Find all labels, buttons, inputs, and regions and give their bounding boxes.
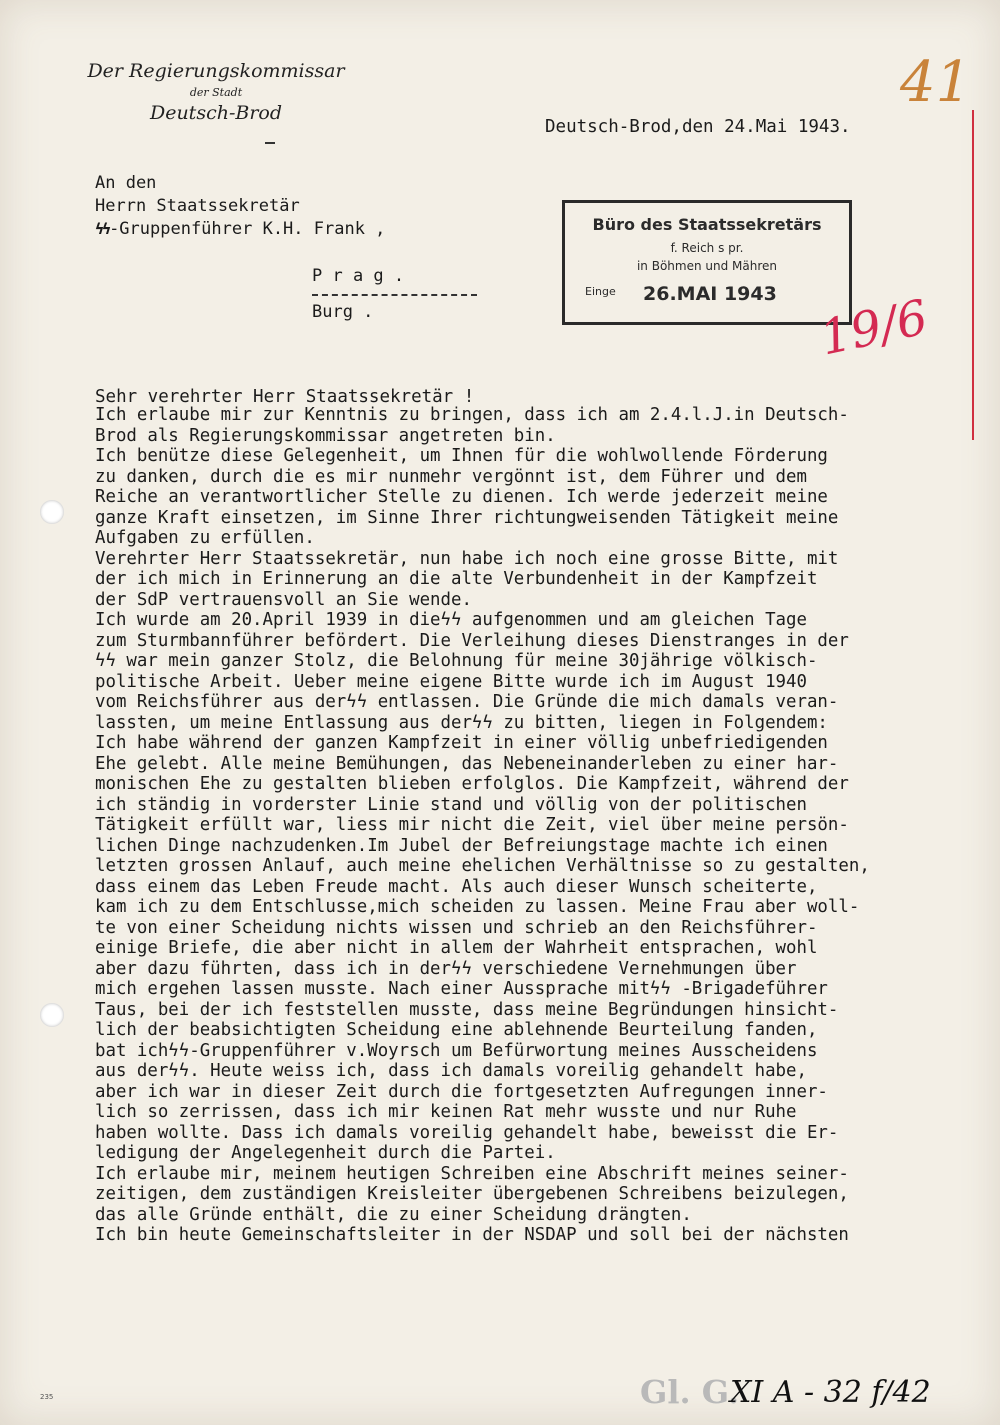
body-line: zeitigen, dem zuständigen Kreisleiter übergebenen Schreibens beizulegen, bbox=[95, 1184, 849, 1204]
body-line: lassten, um meine Entlassung aus derϟϟ zu bitten, liegen in Folgendem: bbox=[95, 712, 828, 733]
body-line: Ich habe während der ganzen Kampfzeit in einer völlig unbefriedigenden bbox=[95, 733, 828, 753]
punch-hole-bottom bbox=[40, 1003, 64, 1027]
body-line: te von einer Scheidung nichts wissen und schrieb an den Reichsführer- bbox=[95, 917, 818, 938]
address-recipient: -Gruppenführer K.H. Frank , bbox=[109, 219, 386, 239]
letterhead-title: Der Regierungskommissar bbox=[87, 60, 345, 82]
body-line: lichen Dinge nachzudenken.Im Jubel der Befreiungstage machte ich einen bbox=[95, 835, 828, 856]
letterhead-subtitle: der Stadt bbox=[189, 86, 243, 99]
body-line: haben wollte. Dass ich damals voreilig gehandelt habe, beweisst die Er- bbox=[95, 1122, 839, 1143]
body-line: dass einem das Leben Freude macht. Als auch dieser Wunsch scheiterte, bbox=[95, 876, 818, 897]
file-reference: XI A - 32 f/42 bbox=[730, 1375, 931, 1410]
body-line: Ich benütze diese Gelegenheit, um Ihnen für die wohlwollende Förderung bbox=[95, 446, 828, 466]
body-line: Taus, bei der ich feststellen musste, dass meine Begründungen hinsicht- bbox=[95, 999, 839, 1020]
body-line: aber dazu führten, dass ich in derϟϟ verschiedene Vernehmungen über bbox=[95, 958, 797, 979]
body-line: aus derϟϟ. Heute weiss ich, dass ich damals voreilig gehandelt habe, bbox=[95, 1061, 807, 1081]
address-line-1: An den bbox=[95, 173, 157, 193]
body-line: Verehrter Herr Staatssekretär, nun habe ich noch eine grosse Bitte, mit bbox=[95, 548, 839, 569]
body-line: der ich mich in Erinnerung an die alte Verbundenheit in der Kampfzeit bbox=[95, 569, 818, 589]
body-line: Ich erlaube mir zur Kenntnis zu bringen, dass ich am 2.4.l.J.in Deutsch- bbox=[95, 405, 849, 425]
body-line: Brod als Regierungskommissar angetreten bin. bbox=[95, 425, 556, 446]
body-line: letzten grossen Anlauf, auch meine ehelichen Verhältnisse so zu gestalten, bbox=[95, 856, 870, 876]
letter-date: Deutsch-Brod,den 24.Mai 1943. bbox=[545, 117, 851, 137]
body-line: lich so zerrissen, dass ich mir keinen Rat mehr wusste und nur Ruhe bbox=[95, 1102, 797, 1122]
stamp-date: 26.MAI 1943 bbox=[643, 283, 777, 305]
page-tiny-number: 235 bbox=[40, 1393, 54, 1401]
body-line: bat ichϟϟ-Gruppenführer v.Woyrsch um Befürwortung meines Ausscheidens bbox=[95, 1040, 818, 1061]
body-line: ganze Kraft einsetzen, im Sinne Ihrer richtungweisenden Tätigkeit meine bbox=[95, 507, 839, 528]
body-line: zu danken, durch die es mir nunmehr vergönnt ist, dem Führer und dem bbox=[95, 466, 807, 487]
body-line: Tätigkeit erfüllt war, liess mir nicht die Zeit, viel über meine persön- bbox=[95, 815, 849, 835]
footer-faint-stamp: Gl. G. bbox=[640, 1373, 740, 1411]
body-line: aber ich war in dieser Zeit durch die fortgesetzten Aufregungen inner- bbox=[95, 1081, 828, 1102]
address-line-3 bbox=[95, 219, 385, 239]
letterhead-dash bbox=[265, 142, 275, 144]
stamp-region: in Böhmen und Mähren bbox=[636, 259, 778, 273]
body-line: Ehe gelebt. Alle meine Bemühungen, das Nebeneinanderleben zu einer har- bbox=[95, 753, 839, 774]
body-line: Ich erlaube mir, meinem heutigen Schreiben eine Abschrift meines seiner- bbox=[95, 1163, 849, 1184]
body-line: lich der beabsichtigten Scheidung eine ablehnende Beurteilung fanden, bbox=[95, 1020, 818, 1040]
red-handwritten-mark: 19/6 bbox=[815, 289, 933, 367]
body-line: ich ständig in vorderster Linie stand und völlig von der politischen bbox=[95, 794, 807, 815]
address-line-2: Herrn Staatssekretär bbox=[95, 196, 300, 216]
stamp-received-label: Einge bbox=[585, 285, 616, 298]
body-line: ledigung der Angelegenheit durch die Partei. bbox=[95, 1143, 556, 1163]
address-underline bbox=[312, 294, 477, 296]
red-margin-line bbox=[972, 110, 974, 440]
body-line: Ich bin heute Gemeinschaftsleiter in der NSDAP und soll bei der nächsten bbox=[95, 1225, 849, 1245]
body-line: Aufgaben zu erfüllen. bbox=[95, 528, 315, 548]
stamp-subline: f. Reich s pr. bbox=[670, 241, 744, 255]
body-line: monischen Ehe zu gestalten blieben erfolglos. Die Kampfzeit, während der bbox=[95, 774, 849, 794]
body-line: einige Briefe, die aber nicht in allem der Wahrheit entsprachen, wohl bbox=[95, 938, 818, 958]
body-line: das alle Gründe enthält, die zu einer Scheidung drängten. bbox=[95, 1204, 692, 1225]
letter-body bbox=[95, 405, 985, 1246]
ss-rune-glyph: ϟϟ bbox=[95, 220, 110, 238]
body-line: Ich wurde am 20.April 1939 in dieϟϟ aufgenommen und am gleichen Tage bbox=[95, 610, 807, 630]
body-line: Reiche an verantwortlicher Stelle zu dienen. Ich werde jederzeit meine bbox=[95, 487, 828, 507]
punch-hole-top bbox=[40, 500, 64, 524]
body-line: vom Reichsführer aus derϟϟ entlassen. Die Gründe die mich damals veran- bbox=[95, 692, 839, 712]
receipt-stamp bbox=[562, 200, 852, 325]
folio-number: 41 bbox=[900, 50, 972, 115]
letterhead-city: Deutsch-Brod bbox=[149, 102, 283, 124]
body-line: kam ich zu dem Entschlusse,mich scheiden zu lassen. Meine Frau aber woll- bbox=[95, 897, 860, 917]
body-line: zum Sturmbannführer befördert. Die Verleihung dieses Dienstranges in der bbox=[95, 630, 849, 651]
salutation: Sehr verehrter Herr Staatssekretär ! bbox=[95, 387, 475, 407]
stamp-office: Büro des Staatssekretärs bbox=[592, 215, 822, 234]
body-line: ϟϟ war mein ganzer Stolz, die Belohnung für meine 30jährige völkisch- bbox=[95, 651, 818, 671]
address-city: P r a g . bbox=[312, 266, 405, 286]
body-line: der SdP vertrauensvoll an Sie wende. bbox=[95, 589, 472, 610]
body-line: mich ergehen lassen musste. Nach einer Aussprache mitϟϟ -Brigadeführer bbox=[95, 979, 828, 999]
body-line: politische Arbeit. Ueber meine eigene Bitte wurde ich im August 1940 bbox=[95, 671, 807, 692]
address-building: Burg . bbox=[312, 302, 374, 322]
